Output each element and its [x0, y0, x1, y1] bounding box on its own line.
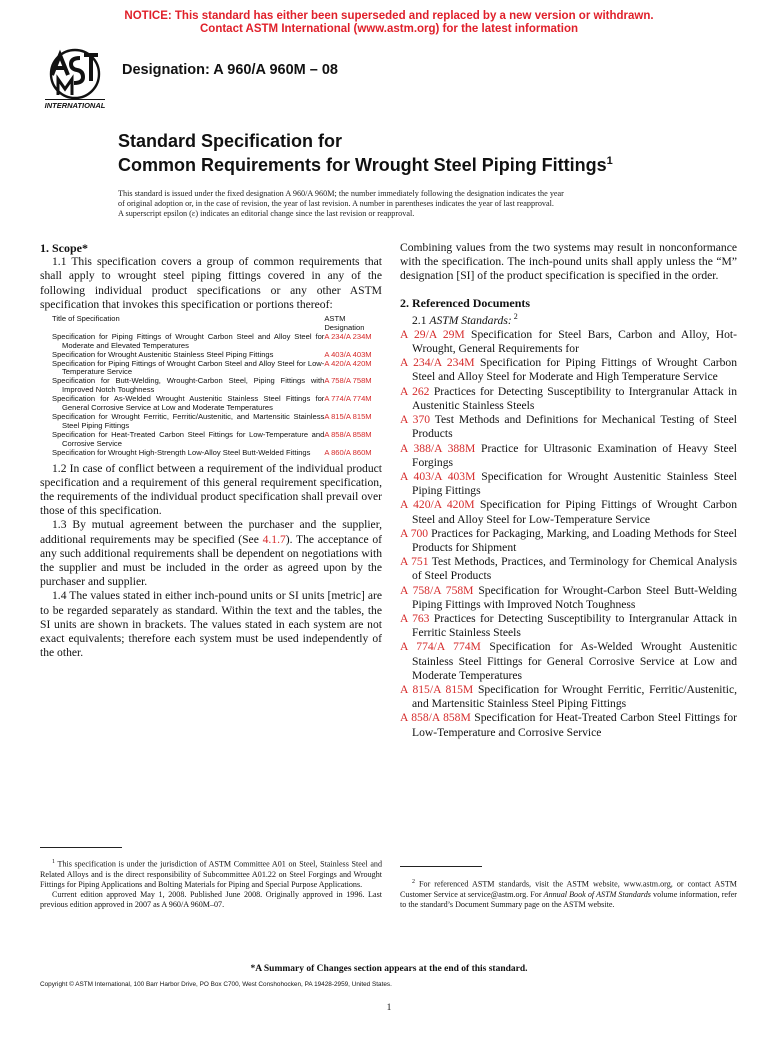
reference-code-link[interactable]: A 758/A 758M — [400, 583, 474, 597]
reference-title: Specification for Wrought Ferritic, Ferritic/Austenitic, and Martensitic Stainless Steel Piping Fittings — [412, 682, 738, 711]
reference-title: Specification for Heat-Treated Carbon Steel Fittings for Low-Temperature and Corrosive Service — [412, 711, 737, 739]
page-number: 1 — [386, 1003, 392, 1013]
reference-code-link[interactable]: A 858/A 858M — [400, 711, 471, 725]
table-cell-title: Specification for Wrought Austenitic Stainless Steel Piping Fittings — [52, 349, 274, 359]
footnote-2-text-a: For referenced ASTM standards, visit the ASTM website, www.astm.org, or contact ASTM Customer Service at service@astm.org. For — [400, 879, 737, 899]
footnote-2-mark: 2 — [412, 879, 415, 885]
reference-item — [400, 711, 737, 739]
table-cell-designation[interactable]: A 774/A 774M — [324, 394, 372, 404]
reference-code-link[interactable]: A 420/A 420M — [400, 498, 475, 512]
reference-code-link[interactable]: A 234/A 234M — [400, 356, 475, 370]
table-row — [52, 360, 386, 378]
table-cell-title: Specification for Piping Fittings of Wrought Carbon Steel and Alloy Steel for Low-Temperature Service — [52, 358, 325, 377]
para-1-2: 1.2 In case of conflict between a requirement of the individual product specification and a requirement of this general requirement specification, the requirements of the individual product specification shall prevail over those of this specification. — [40, 461, 382, 518]
title-line-1: Standard Specification for — [118, 131, 343, 151]
table-cell-designation[interactable]: A 403/A 403M — [324, 349, 372, 359]
spec-table-head-title: Title of Specification — [52, 314, 120, 324]
para-1-1: 1.1 This specification covers a group of common requirements that shall apply to wrought steel piping fittings covered in any of the following individual product specifications or any other ASTM specification that invokes this specification or portions thereof: — [40, 255, 382, 311]
issued-note — [118, 189, 738, 219]
left-column — [40, 241, 382, 660]
withdrawal-notice — [0, 10, 778, 36]
reference-item — [400, 584, 737, 612]
reference-item — [400, 498, 737, 526]
table-cell-title: Specification for Piping Fittings of Wrought Carbon Steel and Alloy Steel for Moderate and Elevated Temperatures — [52, 331, 325, 350]
reference-title: Specification for Wrought Austenitic Stainless Steel Piping Fittings — [412, 469, 737, 498]
spec-table-head-designation: ASTM Designation — [324, 314, 365, 332]
title-footnote-mark: 1 — [606, 155, 613, 167]
table-row — [52, 431, 386, 449]
copyright: Copyright © ASTM International, 100 Barr Harbor Drive, PO Box C700, West Conshohocken, PA 19428-2959, United States. — [40, 981, 392, 988]
footnotes-left — [40, 847, 382, 910]
reference-code-link[interactable]: A 388/A 388M — [400, 441, 476, 455]
notice-line-1: NOTICE: This standard has either been superseded and replaced by a new version or withdrawn. — [124, 10, 654, 22]
table-row — [52, 333, 386, 351]
issued-line-3: A superscript epsilon (ε) indicates an editorial change since the last revision or reapproval. — [118, 209, 415, 218]
reference-item — [400, 640, 737, 683]
para-1-4-continued: Combining values from the two systems may result in nonconformance with the specification. The inch-pound units shall apply unless the “M” designation [SI] of the product specification is specified in the order. — [400, 241, 737, 283]
footnote-rule — [40, 847, 122, 848]
footnote-1-edition: Current edition approved May 1, 2008. Published June 2008. Originally approved in 1996. Last previous edition approved in 2007 as A 960/A 960M–07. — [40, 889, 382, 909]
title-line-2: Common Requirements for Wrought Steel Piping Fittings — [118, 155, 607, 175]
table-row — [52, 395, 386, 413]
reference-item — [400, 385, 737, 413]
reference-item — [400, 612, 737, 640]
reference-item — [400, 356, 737, 384]
reference-item — [400, 328, 737, 356]
table-cell-designation[interactable]: A 858/A 858M — [324, 429, 372, 439]
footnotes-right — [400, 866, 737, 910]
reference-code-link[interactable]: A 29/A 29M — [400, 327, 465, 341]
para-1-3 — [40, 518, 382, 589]
subheading-footnote-mark: 2 — [511, 311, 518, 321]
reference-code-link[interactable]: A 815/A 815M — [400, 682, 474, 696]
right-column — [400, 241, 737, 740]
table-cell-title: Specification for As-Welded Wrought Austenitic Stainless Steel Fittings for General Corrosive Service at Low and Moderate Temperatures — [52, 394, 325, 413]
table-cell-designation[interactable]: A 234/A 234M — [324, 331, 372, 341]
reference-title: Test Methods, Practices, and Terminology for Chemical Analysis of Steel Products — [412, 555, 737, 583]
para-1-4: 1.4 The values stated in either inch-pound units or SI units [metric] are to be regarded separately as standard. Within the text and the tables, the SI units are shown in brackets. The values stated in each system are not exact equivalents; therefore each system must be used independently of the other. — [40, 589, 382, 660]
reference-title: Specification for Steel Bars, Carbon and Alloy, Hot-Wrought, General Requirements for — [412, 327, 737, 356]
footnote-2-text-b: volume information, refer to the standard’s Document Summary page on the ASTM website. — [400, 889, 737, 909]
reference-code-link[interactable]: A 370 — [400, 413, 431, 427]
footnote-1-text: This specification is under the jurisdiction of ASTM Committee A01 on Steel, Stainless Steel and Related Alloys and is the direct responsibility of Subcommittee A01.22 on Steel Forgings and Wrought Fittings for Piping Applications and Bolting Materials for Piping and Special Purpose Applications. — [40, 859, 382, 889]
table-row — [52, 413, 386, 431]
table-cell-title: Specification for Wrought Ferritic, Ferritic/Austenitic, and Martensitic Stainless Steel Piping Fittings — [52, 411, 325, 430]
reference-item — [400, 470, 737, 498]
designation: Designation: A 960/A 960M – 08 — [122, 62, 338, 78]
subheading-number: 2.1 — [412, 313, 430, 327]
subheading-label: ASTM Standards: — [429, 313, 512, 327]
reference-title: Specification for Piping Fittings of Wrought Carbon Steel and Alloy Steel for Low-Temperature Service — [412, 498, 738, 526]
reference-code-link[interactable]: A 751 — [400, 555, 429, 569]
reference-list — [400, 328, 737, 740]
referenced-documents-heading: 2. Referenced Documents — [400, 295, 531, 310]
reference-code-link[interactable]: A 774/A 774M — [400, 640, 481, 654]
reference-code-link[interactable]: A 262 — [400, 384, 430, 398]
table-cell-title: Specification for Heat-Treated Carbon Steel Fittings for Low-Temperature and Corrosive Service — [52, 429, 325, 448]
reference-title: Practice for Ultrasonic Examination of Heavy Steel Forgings — [412, 441, 737, 469]
table-cell-designation[interactable]: A 815/A 815M — [324, 411, 372, 421]
scope-heading: 1. Scope* — [40, 241, 88, 255]
issued-line-2: of original adoption or, in the case of revision, the year of last revision. A number in parentheses indicates the year of last reapproval. — [118, 199, 554, 208]
reference-title: Specification for As-Welded Wrought Austenitic Stainless Steel Fittings for General Corrosive Service at Low and Moderate Temperatures — [412, 640, 738, 682]
table-cell-designation[interactable]: A 860/A 860M — [324, 447, 372, 457]
spec-table-header — [52, 315, 386, 333]
footnote-1-mark: 1 — [52, 859, 55, 865]
table-cell-title: Specification for Butt-Welding, Wrought-Carbon Steel, Piping Fittings with Improved Notch Toughness — [52, 376, 325, 395]
table-row — [52, 449, 386, 458]
logo-subtitle: INTERNATIONAL — [44, 101, 106, 110]
table-row — [52, 377, 386, 395]
spec-table — [52, 315, 386, 458]
reference-item — [400, 527, 737, 555]
reference-item — [400, 555, 737, 583]
reference-title: Practices for Packaging, Marking, and Loading Methods for Steel Products for Shipment — [412, 526, 737, 554]
footnote-rule — [400, 866, 482, 867]
reference-title: Practices for Detecting Susceptibility to Intergranular Attack in Austenitic Stainless Steels — [412, 384, 737, 412]
para-1-3-text-b: ). The acceptance of any such additional requirements shall be dependent on negotiations with the supplier and must be included in the order as agreed upon by the purchaser and supplier. — [40, 532, 382, 589]
astm-logo — [40, 47, 110, 111]
para-1-3-text-a: 1.3 By mutual agreement between the purchaser and the supplier, additional requirements may be specified (See — [40, 518, 382, 546]
page-title — [118, 131, 613, 175]
reference-title: Specification for Piping Fittings of Wrought Carbon Steel and Alloy Steel for Moderate and High Temperature Service — [412, 356, 738, 384]
table-cell-designation[interactable]: A 420/A 420M — [324, 358, 372, 368]
footnote-2-italic: Annual Book of ASTM Standards — [543, 889, 651, 899]
reference-title: Test Methods and Definitions for Mechanical Testing of Steel Products — [412, 413, 737, 441]
issued-line-1: This standard is issued under the fixed designation A 960/A 960M; the number immediately following the designation indicates the year — [118, 189, 564, 198]
reference-item — [400, 413, 737, 441]
summary-of-changes-note: *A Summary of Changes section appears at the end of this standard. — [250, 964, 528, 974]
reference-code-link[interactable]: A 700 — [400, 526, 429, 540]
footnote-2 — [400, 877, 737, 910]
reference-code-link[interactable]: A 763 — [400, 611, 430, 625]
footnote-1 — [40, 857, 382, 890]
table-cell-title: Specification for Wrought High-Strength Low-Alloy Steel Butt-Welded Fittings — [52, 447, 311, 457]
reference-item — [400, 442, 737, 470]
reference-code-link[interactable]: A 403/A 403M — [400, 469, 476, 483]
reference-title: Specification for Wrought-Carbon Steel Butt-Welding Piping Fittings with Improved Notch Toughness — [412, 583, 737, 611]
reference-item — [400, 683, 737, 711]
table-cell-designation[interactable]: A 758/A 758M — [324, 376, 372, 386]
reference-title: Practices for Detecting Susceptibility to Intergranular Attack in Ferritic Stainless Steels — [412, 611, 737, 640]
notice-line-2: Contact ASTM International (www.astm.org) for the latest information — [199, 23, 579, 35]
section-4-1-7-link[interactable]: 4.1.7 — [262, 532, 286, 546]
astm-standards-subheading — [400, 310, 737, 328]
